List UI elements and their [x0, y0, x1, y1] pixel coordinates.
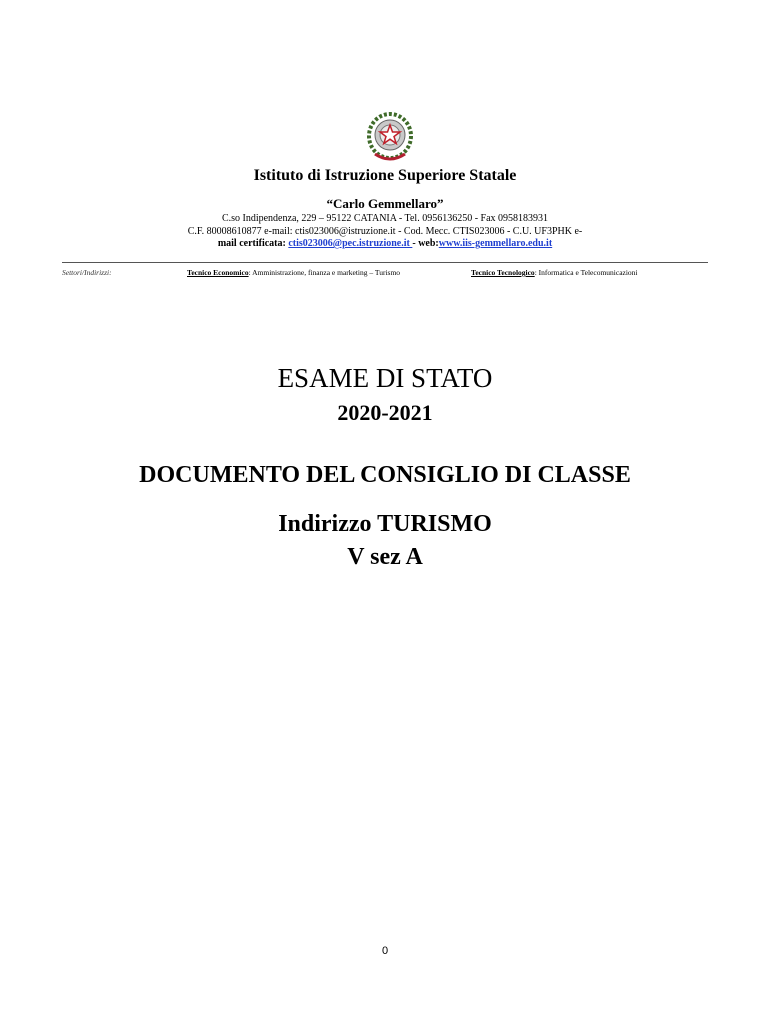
address-line: C.so Indipendenza, 229 – 95122 CATANIA - Tel. 0956136250 - Fax 0958183931 — [221, 213, 549, 224]
website-link[interactable]: www.iis-gemmellaro.edu.it — [438, 238, 553, 249]
sector-tech-desc: : Informatica e Telecomunicazioni — [534, 268, 638, 277]
institute-subname: “Carlo Gemmellaro” — [326, 196, 444, 211]
document-subtitle: DOCUMENTO DEL CONSIGLIO DI CLASSE — [139, 462, 631, 488]
class-section: V sez A — [347, 544, 423, 570]
pec-label: mail certificata: — [217, 238, 289, 249]
document-title: ESAME DI STATO — [277, 363, 493, 393]
school-year: 2020-2021 — [337, 400, 433, 425]
fiscal-code-line: C.F. 80008610877 e-mail: ctis023006@istruzione.it - Cod. Mecc. CTIS023006 - C.U. UF3PHK e- — [187, 226, 583, 237]
institute-name: Istituto di Istruzione Superiore Statale — [253, 167, 517, 184]
sectors-label: Settori/Indirizzi: — [62, 268, 112, 277]
sector-economic — [187, 268, 400, 277]
contact-line — [0, 238, 770, 249]
pec-email-link[interactable]: ctis023006@pec.istruzione.it — [288, 238, 413, 249]
sector-economic-desc: : Amministrazione, finanza e marketing – Turismo — [248, 268, 401, 277]
sector-technological — [471, 268, 638, 277]
web-label: - web: — [412, 238, 439, 249]
sector-economic-title: Tecnico Economico — [187, 268, 249, 277]
study-address: Indirizzo TURISMO — [278, 511, 492, 537]
sector-tech-title: Tecnico Tecnologico — [471, 268, 535, 277]
italian-republic-emblem — [367, 112, 413, 164]
page-number: 0 — [381, 945, 389, 957]
header-divider — [62, 262, 708, 263]
